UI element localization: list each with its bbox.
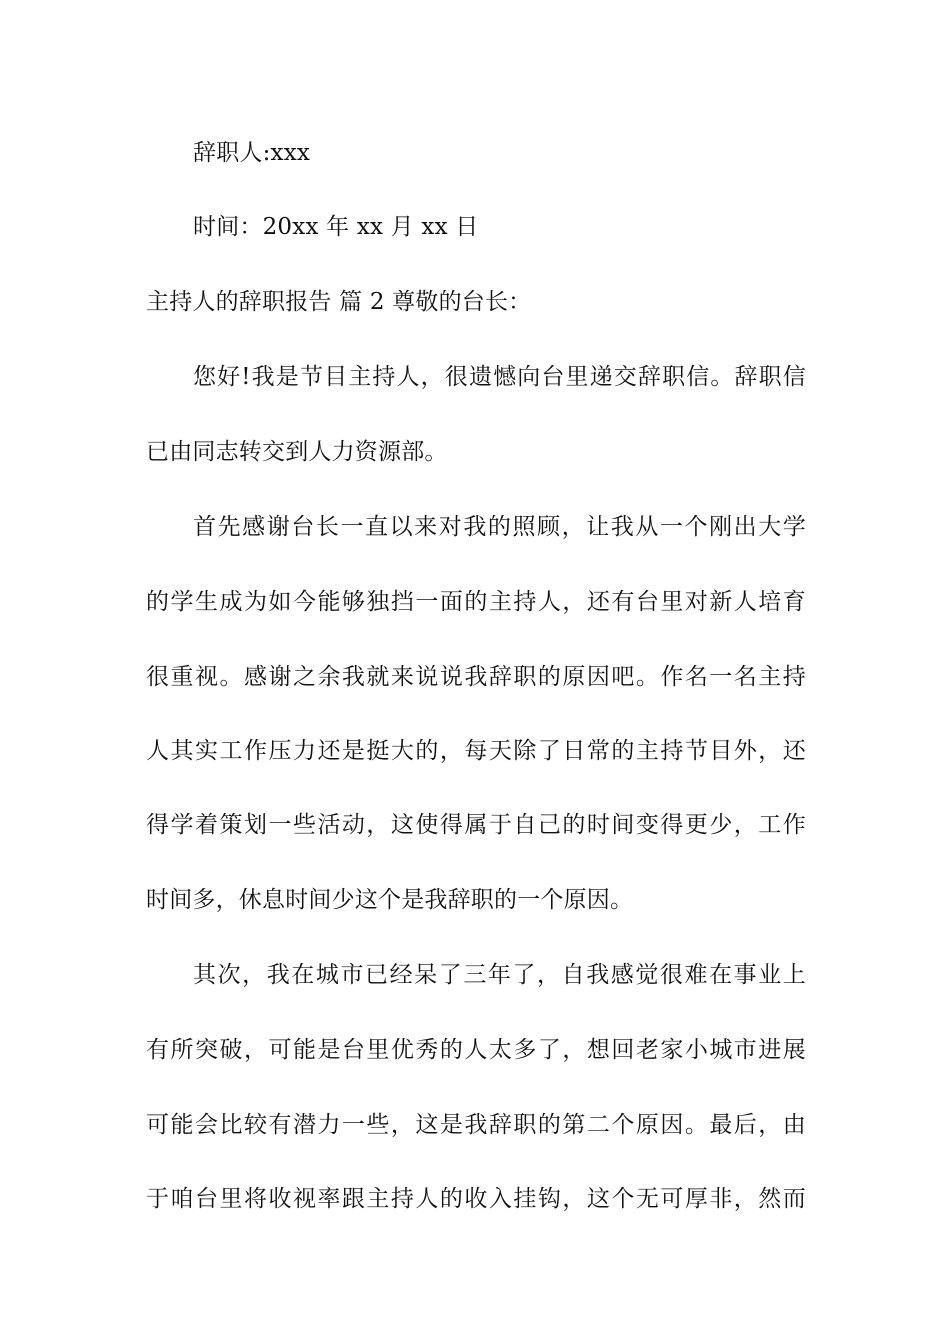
paragraph-line: 时间多，休息时间少这个是我辞职的一个原因。 [146,887,634,913]
resigner-line: 辞职人:xxx [193,140,311,166]
section-heading: 主持人的辞职报告 篇 2 尊敬的台长： [146,289,532,315]
paragraph-line: 于咱台里将收视率跟主持人的收入挂钩，这个无可厚非，然而 [146,1186,806,1212]
date-line: 时间：20xx 年 xx 月 xx 日 [193,214,479,240]
paragraph-line: 已由同志转交到人力资源部。 [146,439,448,465]
paragraph-line: 有所突破，可能是台里优秀的人太多了，想回老家小城市进展 [146,1037,806,1063]
paragraph-line: 您好!我是节目主持人，很遗憾向台里递交辞职信。辞职信 [193,364,806,390]
paragraph-line: 得学着策划一些活动，这使得属于自己的时间变得更少，工作 [146,812,806,838]
paragraph-line: 人其实工作压力还是挺大的，每天除了日常的主持节目外，还 [146,738,806,764]
paragraph-line: 的学生成为如今能够独挡一面的主持人，还有台里对新人培育 [146,589,806,615]
paragraph-line: 首先感谢台长一直以来对我的照顾，让我从一个刚出大学 [193,514,806,540]
paragraph-line: 其次，我在城市已经呆了三年了，自我感觉很难在事业上 [193,962,806,988]
paragraph-line: 可能会比较有潜力一些，这是我辞职的第二个原因。最后，由 [146,1112,806,1138]
paragraph-line: 很重视。感谢之余我就来说说我辞职的原因吧。作名一名主持 [146,664,806,690]
